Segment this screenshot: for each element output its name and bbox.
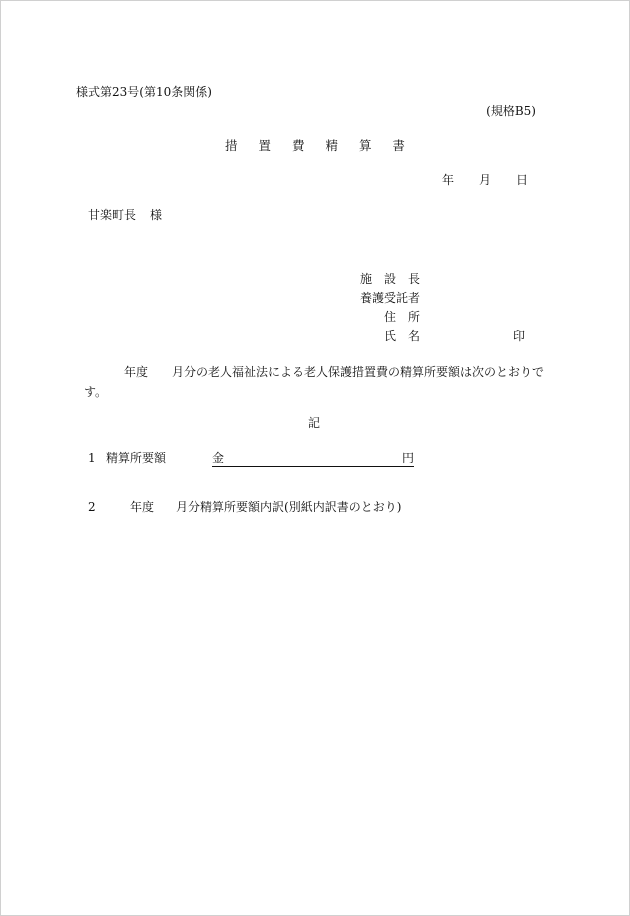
title-char: 算 [358,138,372,153]
facility-head-char: 長 [407,272,420,286]
address-label [384,310,420,324]
date-day: 日 [515,173,528,187]
form-number: 様式第23号(第10条関係) [76,85,212,99]
body-year-label: 年度 [124,365,149,379]
facility-head-char: 設 [383,272,396,286]
date-line [442,173,528,187]
title-char: 置 [258,138,271,153]
custodian-label: 養護受託者 [360,291,421,305]
title-char: 費 [291,138,305,153]
ki-label: 記 [308,416,321,430]
address-char: 所 [407,310,420,324]
address-char: 住 [384,310,397,324]
title-char: 精 [325,138,338,153]
body-text: 月分の老人福祉法による老人保護措置費の精算所要額は次のとおりです。 [84,365,545,399]
name-label [384,329,420,343]
title-char: 措 [225,138,238,153]
name-char: 名 [407,329,420,343]
amount-prefix: 金 [212,451,225,465]
item2-year-label: 年度 [130,500,155,514]
size-spec: (規格B5) [486,104,536,118]
item2-description: 月分精算所要額内訳(別紙内訳書のとおり) [176,500,402,514]
item2-text [130,500,401,514]
date-year: 年 [442,173,455,187]
item1-number: 1 [88,451,96,465]
item1-amount-field [212,451,414,467]
item2-number: 2 [88,500,96,514]
seal-mark: 印 [513,329,526,343]
facility-head-char: 施 [360,272,373,286]
facility-head-label [360,272,420,286]
amount-suffix: 円 [401,451,414,465]
name-char: 氏 [384,329,397,343]
item1-label: 精算所要額 [106,451,167,465]
addressee [88,208,162,222]
title-char: 書 [392,138,405,153]
addressee-honorific: 様 [150,208,163,222]
document-title [225,139,405,153]
addressee-name: 甘楽町長 [88,208,137,222]
date-month: 月 [478,173,491,187]
body-paragraph [84,362,554,402]
